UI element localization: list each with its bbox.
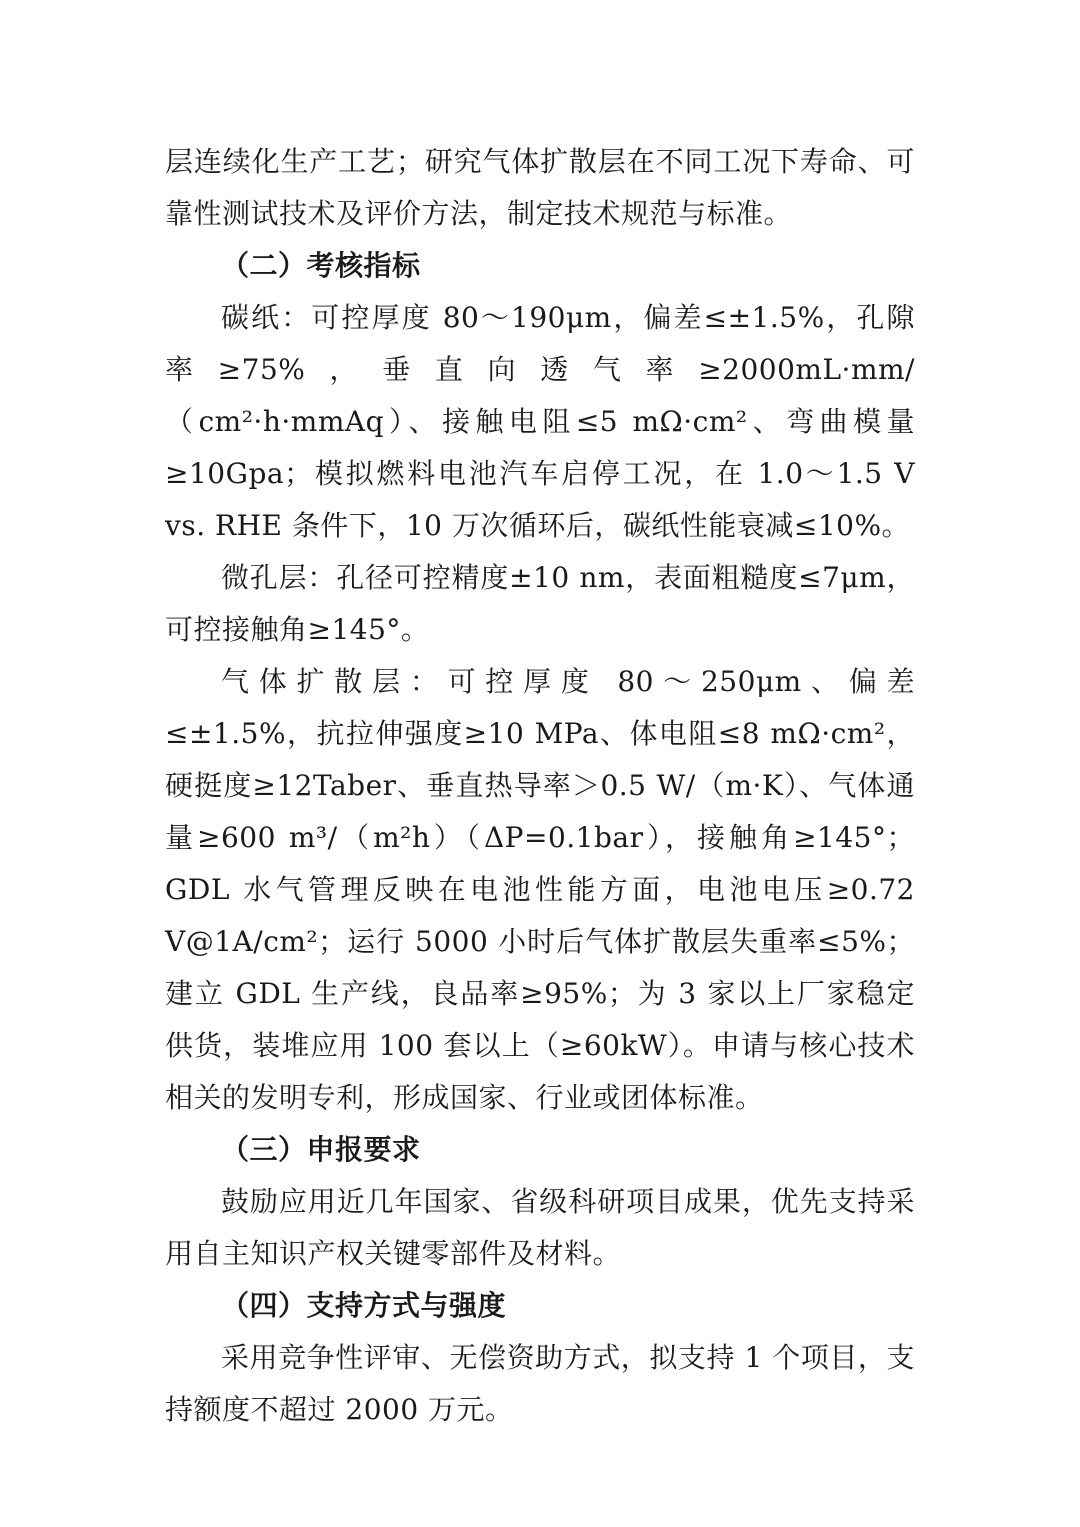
document-body	[165, 136, 915, 1436]
paragraph-application-requirements: 鼓励应用近几年国家、省级科研项目成果，优先支持采用自主知识产权关键零部件及材料。	[165, 1185, 915, 1270]
section-heading-application-requirements: （三）申报要求	[221, 1133, 421, 1166]
paragraph-continuation: 层连续化生产工艺；研究气体扩散层在不同工况下寿命、可靠性测试技术及评价方法，制定技术规范与标准。	[165, 145, 915, 230]
paragraph-gas-diffusion-layer: 气体扩散层：可控厚度 80～250μm、偏差≤±1.5%，抗拉伸强度≥10 MPa、体电阻≤8 mΩ·cm²，硬挺度≥12Taber、垂直热导率＞0.5 W/（m·K）、气体通量≥600 m³/（m²h）（ΔP=0.1bar），接触角≥145°；GDL 水气管理反映在电池性能方面，电池电压≥0.72 V@1A/cm²；运行 5000 小时后气体扩散层失重率≤5%；建立 GDL 生产线，良品率≥95%；为 3 家以上厂家稳定供货，装堆应用 100 套以上（≥60kW）。申请与核心技术相关的发明专利，形成国家、行业或团体标准。	[165, 665, 915, 1114]
section-heading-assessment-indicators: （二）考核指标	[221, 249, 421, 282]
section-heading-support-method: （四）支持方式与强度	[221, 1289, 507, 1322]
paragraph-support-method: 采用竞争性评审、无偿资助方式，拟支持 1 个项目，支持额度不超过 2000 万元。	[165, 1341, 915, 1426]
paragraph-microporous-layer: 微孔层：孔径可控精度±10 nm，表面粗糙度≤7μm，可控接触角≥145°。	[165, 561, 915, 646]
paragraph-carbon-paper: 碳纸：可控厚度 80～190μm，偏差≤±1.5%，孔隙率≥75%，垂直向透气率≥2000mL·mm/（cm²·h·mmAq）、接触电阻≤5 mΩ·cm²、弯曲模量≥10Gpa；模拟燃料电池汽车启停工况，在 1.0～1.5 V vs. RHE 条件下，10 万次循环后，碳纸性能衰减≤10%。	[165, 301, 915, 542]
